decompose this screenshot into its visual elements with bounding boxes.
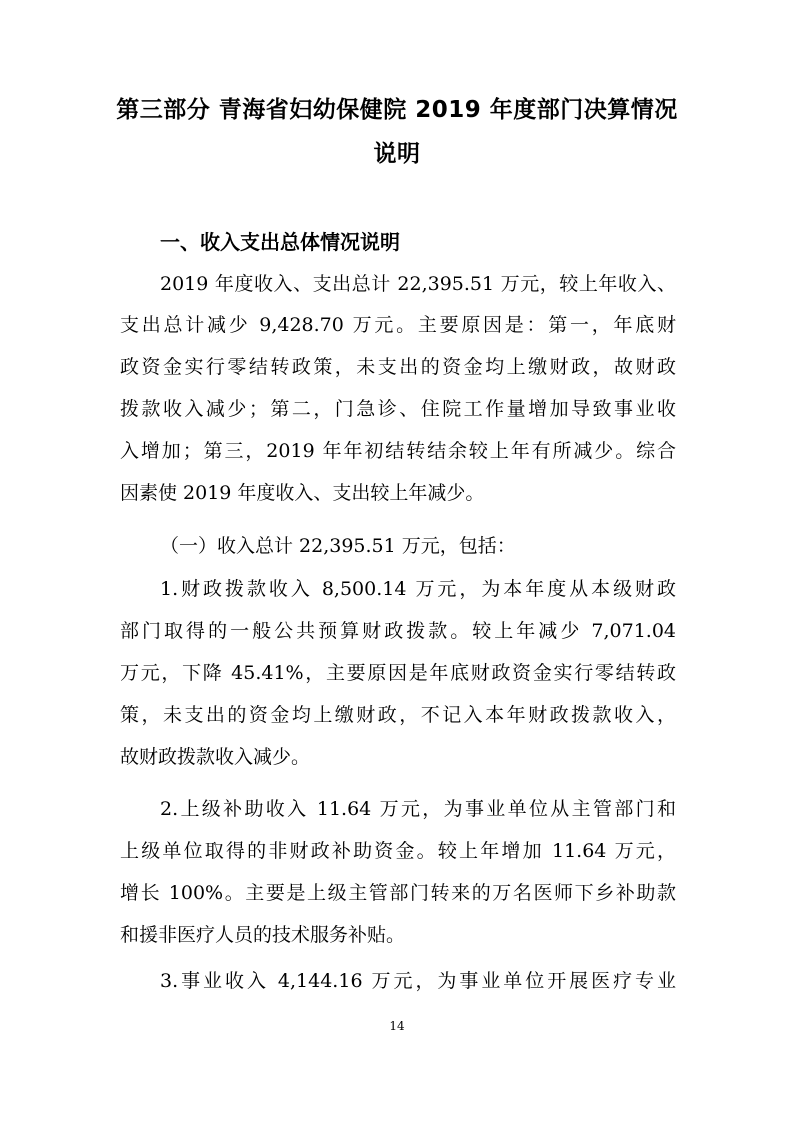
paragraph-line: 部门取得的一般公共预算财政拨款。较上年减少 7,071.04 [120, 620, 676, 642]
paragraph-line: 万元，下降 45.41%，主要原因是年底财政资金实行零结转政 [120, 662, 676, 684]
paragraph-line: 支出总计减少 9,428.70 万元。主要原因是：第一，年底财 [120, 314, 676, 336]
paragraph-line: 上级单位取得的非财政补助资金。较上年增加 11.64 万元， [120, 840, 676, 862]
paragraph-line: 策，未支出的资金均上缴财政，不记入本年财政拨款收入， [120, 704, 676, 726]
section-heading: 一、收入支出总体情况说明 [160, 230, 400, 254]
page-number: 14 [389, 1019, 405, 1033]
paragraph-line: 3.事业收入 4,144.16 万元，为事业单位开展医疗专业 [160, 970, 676, 992]
document-title-line-2: 说明 [373, 141, 421, 167]
paragraph-line: 2019 年度收入、支出总计 22,395.51 万元，较上年收入、 [160, 273, 676, 295]
paragraph-line: 入增加；第三，2019 年年初结转结余较上年有所减少。综合 [120, 440, 676, 462]
paragraph-line: 增长 100%。主要是上级主管部门转来的万名医师下乡补助款 [120, 882, 676, 904]
paragraph-line: 2.上级补助收入 11.64 万元，为事业单位从主管部门和 [160, 798, 676, 820]
paragraph-line: 政资金实行零结转政策，未支出的资金均上缴财政，故财政 [120, 356, 676, 378]
subsection-heading: （一）收入总计 22,395.51 万元，包括： [160, 535, 516, 557]
document-title-line-1: 第三部分 青海省妇幼保健院 2019 年度部门决算情况 [116, 97, 678, 123]
paragraph-line: 拨款收入减少；第二，门急诊、住院工作量增加导致事业收 [120, 398, 676, 420]
paragraph-line: 1.财政拨款收入 8,500.14 万元，为本年度从本级财政 [160, 578, 676, 600]
paragraph-line: 故财政拨款收入减少。 [120, 746, 311, 768]
paragraph-line: 因素使 2019 年度收入、支出较上年减少。 [120, 482, 485, 504]
paragraph-line: 和援非医疗人员的技术服务补贴。 [120, 924, 406, 946]
